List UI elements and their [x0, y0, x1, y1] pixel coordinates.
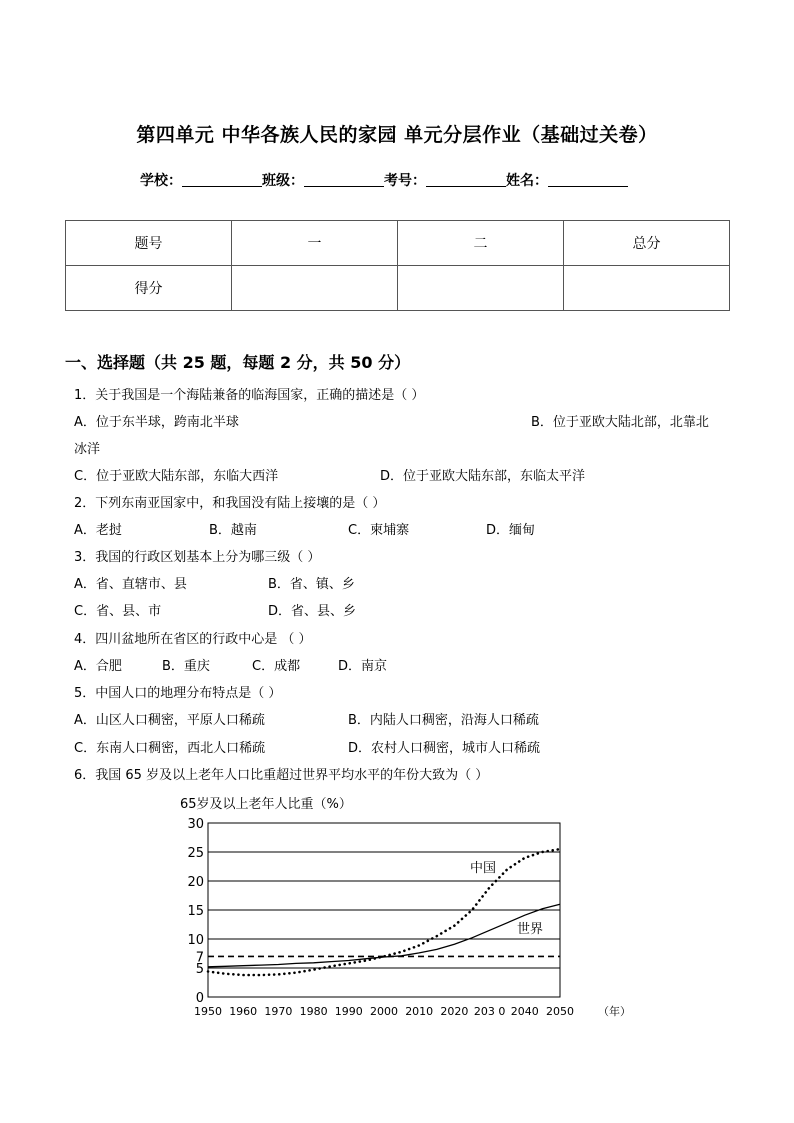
question-stem: 3．我国的行政区划基本上分为哪三级（ ）	[74, 550, 321, 565]
exam-number-blank[interactable]	[426, 172, 506, 187]
series-label-china: 中国	[470, 861, 497, 876]
score-entry-cell[interactable]	[398, 266, 564, 311]
x-axis-label: （年）	[598, 1005, 631, 1018]
chart-gridlines	[208, 823, 560, 997]
series-line-world	[208, 904, 560, 967]
option[interactable]: B．位于亚欧大陆北部，北靠北	[531, 415, 709, 430]
school-label: 学校：	[140, 173, 182, 189]
option[interactable]: B．省、镇、乡	[268, 577, 355, 592]
option[interactable]: A．合肥	[74, 659, 122, 674]
score-table-score-row	[66, 266, 730, 311]
option[interactable]: A．山区人口稠密，平原人口稀疏	[74, 713, 265, 728]
y-tick-label: 0	[195, 991, 204, 1006]
x-axis-ticks	[194, 1005, 574, 1018]
question-stem: 6．我国 65 岁及以上老年人口比重超过世界平均水平的年份大致为（ ）	[74, 768, 489, 783]
y-tick-label: 10	[187, 933, 204, 948]
option[interactable]: C．东南人口稠密，西北人口稀疏	[74, 741, 266, 756]
y-tick-label: 30	[187, 817, 204, 832]
y-tick-label: 5	[195, 962, 204, 977]
option[interactable]: B．内陆人口稠密，沿海人口稀疏	[348, 713, 539, 728]
question-stem: 1．关于我国是一个海陆兼备的临海国家，正确的描述是（ ）	[74, 388, 425, 403]
y-axis-ticks	[187, 817, 204, 1006]
x-tick-label: 1990	[334, 1005, 363, 1018]
x-tick-label: 203 0	[473, 1005, 506, 1018]
option-continued: 冰洋	[74, 442, 101, 457]
question-stem: 4．四川盆地所在省区的行政中心是 （ ）	[74, 632, 312, 647]
x-tick-label: 2000	[370, 1005, 398, 1018]
x-tick-label: 2010	[405, 1005, 434, 1018]
option[interactable]: C．位于亚欧大陆东部，东临大西洋	[74, 469, 279, 484]
y-tick-label: 15	[187, 904, 204, 919]
school-blank[interactable]	[182, 172, 262, 187]
option[interactable]: D．南京	[338, 659, 388, 674]
score-entry-cell[interactable]	[564, 266, 730, 311]
score-cell: 得分	[66, 266, 232, 311]
y-tick-label: 25	[187, 846, 204, 861]
option[interactable]: A．省、直辖市、县	[74, 577, 187, 592]
question-stem: 5．中国人口的地理分布特点是（ ）	[74, 686, 282, 701]
option[interactable]: D．位于亚欧大陆东部，东临太平洋	[380, 469, 586, 484]
x-tick-label: 1970	[264, 1005, 293, 1018]
score-table-header-row	[66, 221, 730, 266]
x-tick-label: 2020	[440, 1005, 469, 1018]
section-heading: 一、选择题（共 25 题，每题 2 分，共 50 分）	[65, 353, 411, 372]
score-cell: 题号	[66, 221, 232, 266]
option[interactable]: D．省、县、乡	[268, 604, 357, 619]
score-entry-cell[interactable]	[232, 266, 398, 311]
score-cell: 总分	[564, 221, 730, 266]
option[interactable]: C．柬埔寨	[348, 523, 410, 538]
option[interactable]: C．成都	[252, 659, 301, 674]
x-tick-label: 2050	[546, 1005, 574, 1018]
score-table	[65, 220, 730, 311]
student-info-line	[140, 170, 628, 190]
option[interactable]: B．越南	[209, 523, 257, 538]
x-tick-label: 2040	[510, 1005, 539, 1018]
series-label-world: 世界	[517, 922, 544, 937]
aging-population-line-chart	[170, 790, 640, 1025]
name-label: 姓名：	[506, 173, 548, 189]
x-tick-label: 1960	[229, 1005, 258, 1018]
option[interactable]: A．位于东半球，跨南北半球	[74, 415, 239, 430]
score-cell: 二	[398, 221, 564, 266]
class-label: 班级：	[262, 173, 304, 189]
score-cell: 一	[232, 221, 398, 266]
x-tick-label: 1950	[194, 1005, 222, 1018]
y-tick-label: 7	[195, 950, 204, 966]
exam-number-label: 考号：	[384, 173, 426, 189]
class-blank[interactable]	[304, 172, 384, 187]
question-stem: 2．下列东南亚国家中，和我国没有陆上接壤的是（ ）	[74, 496, 386, 511]
y-tick-label: 20	[187, 875, 204, 890]
page-title: 第四单元 中华各族人民的家园 单元分层作业（基础过关卷）	[136, 124, 658, 146]
name-blank[interactable]	[548, 172, 628, 187]
option[interactable]: C．省、县、市	[74, 604, 162, 619]
option[interactable]: B．重庆	[162, 659, 210, 674]
option[interactable]: A．老挝	[74, 523, 122, 538]
x-tick-label: 1980	[299, 1005, 328, 1018]
option[interactable]: D．农村人口稠密，城市人口稀疏	[348, 741, 541, 756]
chart-title: 65岁及以上老年人比重（%）	[180, 797, 352, 812]
option[interactable]: D．缅甸	[486, 523, 536, 538]
